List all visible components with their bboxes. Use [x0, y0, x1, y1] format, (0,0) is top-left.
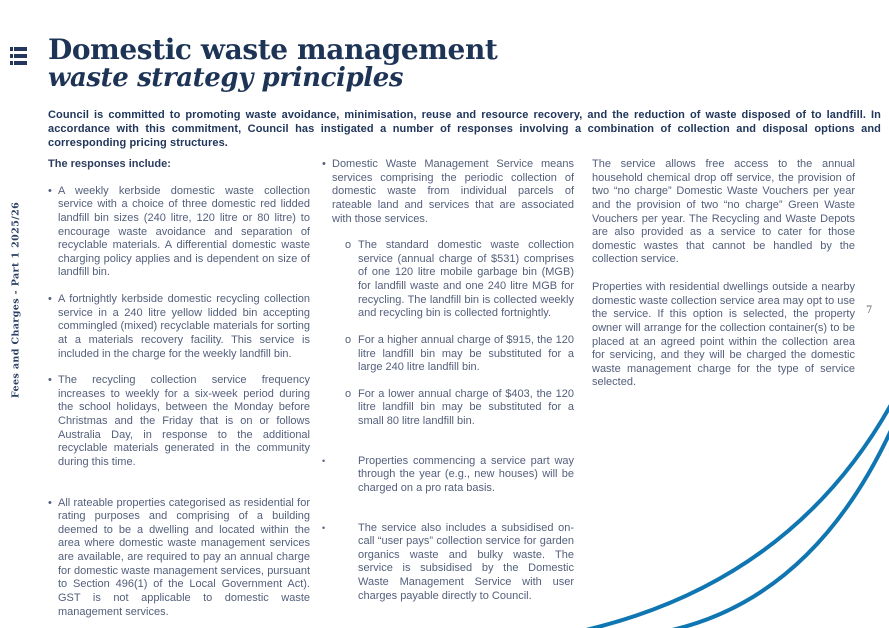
- list-item-text: The recycling collection service frequency increases to weekly for a six-week period during the school holidays, between the Monday before Christmas and the Friday that is on or follows Australia Day, in response to the additional recyclable materials generated in the community during this time.: [58, 374, 310, 468]
- list-item: [48, 185, 310, 280]
- paragraph: The service allows free access to the annual household chemical drop off service, the provision of two “no charge” Domestic Waste Vouchers per year and the provision of two “no charge” Green Waste Vouchers per year. The Recycling and Waste Depots are also provided as a service to cater for those domestic wastes that cannot be handled by the collection service.: [592, 158, 855, 266]
- bullet-marker: •: [322, 158, 326, 170]
- bullet-marker: •: [48, 184, 52, 197]
- bullet-marker: •: [48, 496, 52, 509]
- title-block: [48, 33, 498, 93]
- sub-list-item: [322, 388, 574, 429]
- intro-paragraph: Council is committed to promoting waste avoidance, minimisation, reuse and resource recovery, and the reduction of waste disposed of to landfill. In accordance with this commitment, Council has instigated a number of responses involving a combination of collection and disposal options and corresponding pricing structures.: [48, 109, 881, 150]
- sub-list-item-text: The standard domestic waste collection service (annual charge of $531) comprises of one 120 litre mobile garbage bin (MGB) for landfill waste and one 240 litre MGB for recycling. The landfill bin is collected weekly and recycling bin is collected fortnightly.: [358, 239, 574, 320]
- sub-list-item-text: For a higher annual charge of $915, the 120 litre landfill bin may be substituted for a large 240 litre landfill bin.: [358, 333, 574, 374]
- responses-heading: The responses include:: [48, 158, 171, 170]
- sub-list-item: [322, 334, 574, 375]
- list-item: [48, 497, 310, 620]
- page-title: Domestic waste management: [48, 33, 498, 66]
- sub-bullet-marker: o: [345, 239, 352, 252]
- column-service-notes: [592, 158, 855, 404]
- list-item-text: The service also includes a subsidised on-call “user pays” collection service for garden organics waste and bulky waste. The service is subsidised by the Domestic Waste Management Service with user charges payable directly to Council.: [358, 521, 574, 602]
- sidebar-label: Fees and Charges - Part 1 2025/26: [10, 201, 22, 399]
- column-responses: [48, 158, 310, 628]
- sub-list-item: [322, 239, 574, 321]
- bullet-marker: •: [322, 455, 326, 466]
- bullet-marker: •: [48, 293, 52, 305]
- list-item: [322, 158, 574, 226]
- list-item-text: A fortnightly kerbside domestic recycling collection service in a 240 litre yellow lidded bin accepting commingled (mixed) recyclable materials for sorting at a materials recovery facility. This service is included in the charge for the weekly landfill bin.: [58, 293, 310, 360]
- paragraph: Properties with residential dwellings outside a nearby domestic waste collection service area may opt to use the service. If this option is selected, the property owner will arrange for the collection container(s) to be placed at an agreed point within the collection area for servicing, and they will be charged the domestic waste management charge for the type of service selected.: [592, 281, 855, 389]
- list-icon[interactable]: [10, 47, 27, 66]
- list-item: [322, 522, 574, 604]
- list-item-text: Domestic Waste Management Service means services comprising the periodic collection of domestic waste from individual parcels of rateable land and services that are associated with those services.: [332, 158, 574, 225]
- list-item-text: All rateable properties categorised as residential for rating purposes and comprising of a building deemed to be a dwelling and located within the area where domestic waste management services are available, are required to pay an annual charge for domestic waste management services, pursuant to Section 496(1) of the Local Government Act). GST is not applicable to domestic waste management services.: [58, 496, 310, 618]
- list-item: [48, 293, 310, 361]
- page-number: 7: [866, 305, 873, 316]
- bullet-marker: •: [322, 522, 326, 533]
- list-item: [48, 374, 310, 469]
- list-item-text: Properties commencing a service part way through the year (e.g., new houses) will be charged on a pro rata basis.: [358, 454, 574, 494]
- list-item: [322, 455, 574, 496]
- list-item-text: A weekly kerbside domestic waste collection service with a choice of three domestic red lidded landfill bin sizes (240 litre, 120 litre or 80 litre) to encourage waste avoidance and separation of recyclable materials. A differential domestic waste charging policy applies and is dependent on size of landfill bin.: [58, 184, 310, 279]
- bullet-marker: •: [48, 374, 52, 387]
- sub-list-item-text: For a lower annual charge of $403, the 120 litre landfill bin may be substituted for a small 80 litre landfill bin.: [358, 387, 574, 427]
- page-subtitle: waste strategy principles: [48, 63, 404, 93]
- sub-bullet-marker: o: [345, 387, 352, 400]
- sub-bullet-marker: o: [345, 333, 352, 346]
- column-service-details: [322, 158, 574, 603]
